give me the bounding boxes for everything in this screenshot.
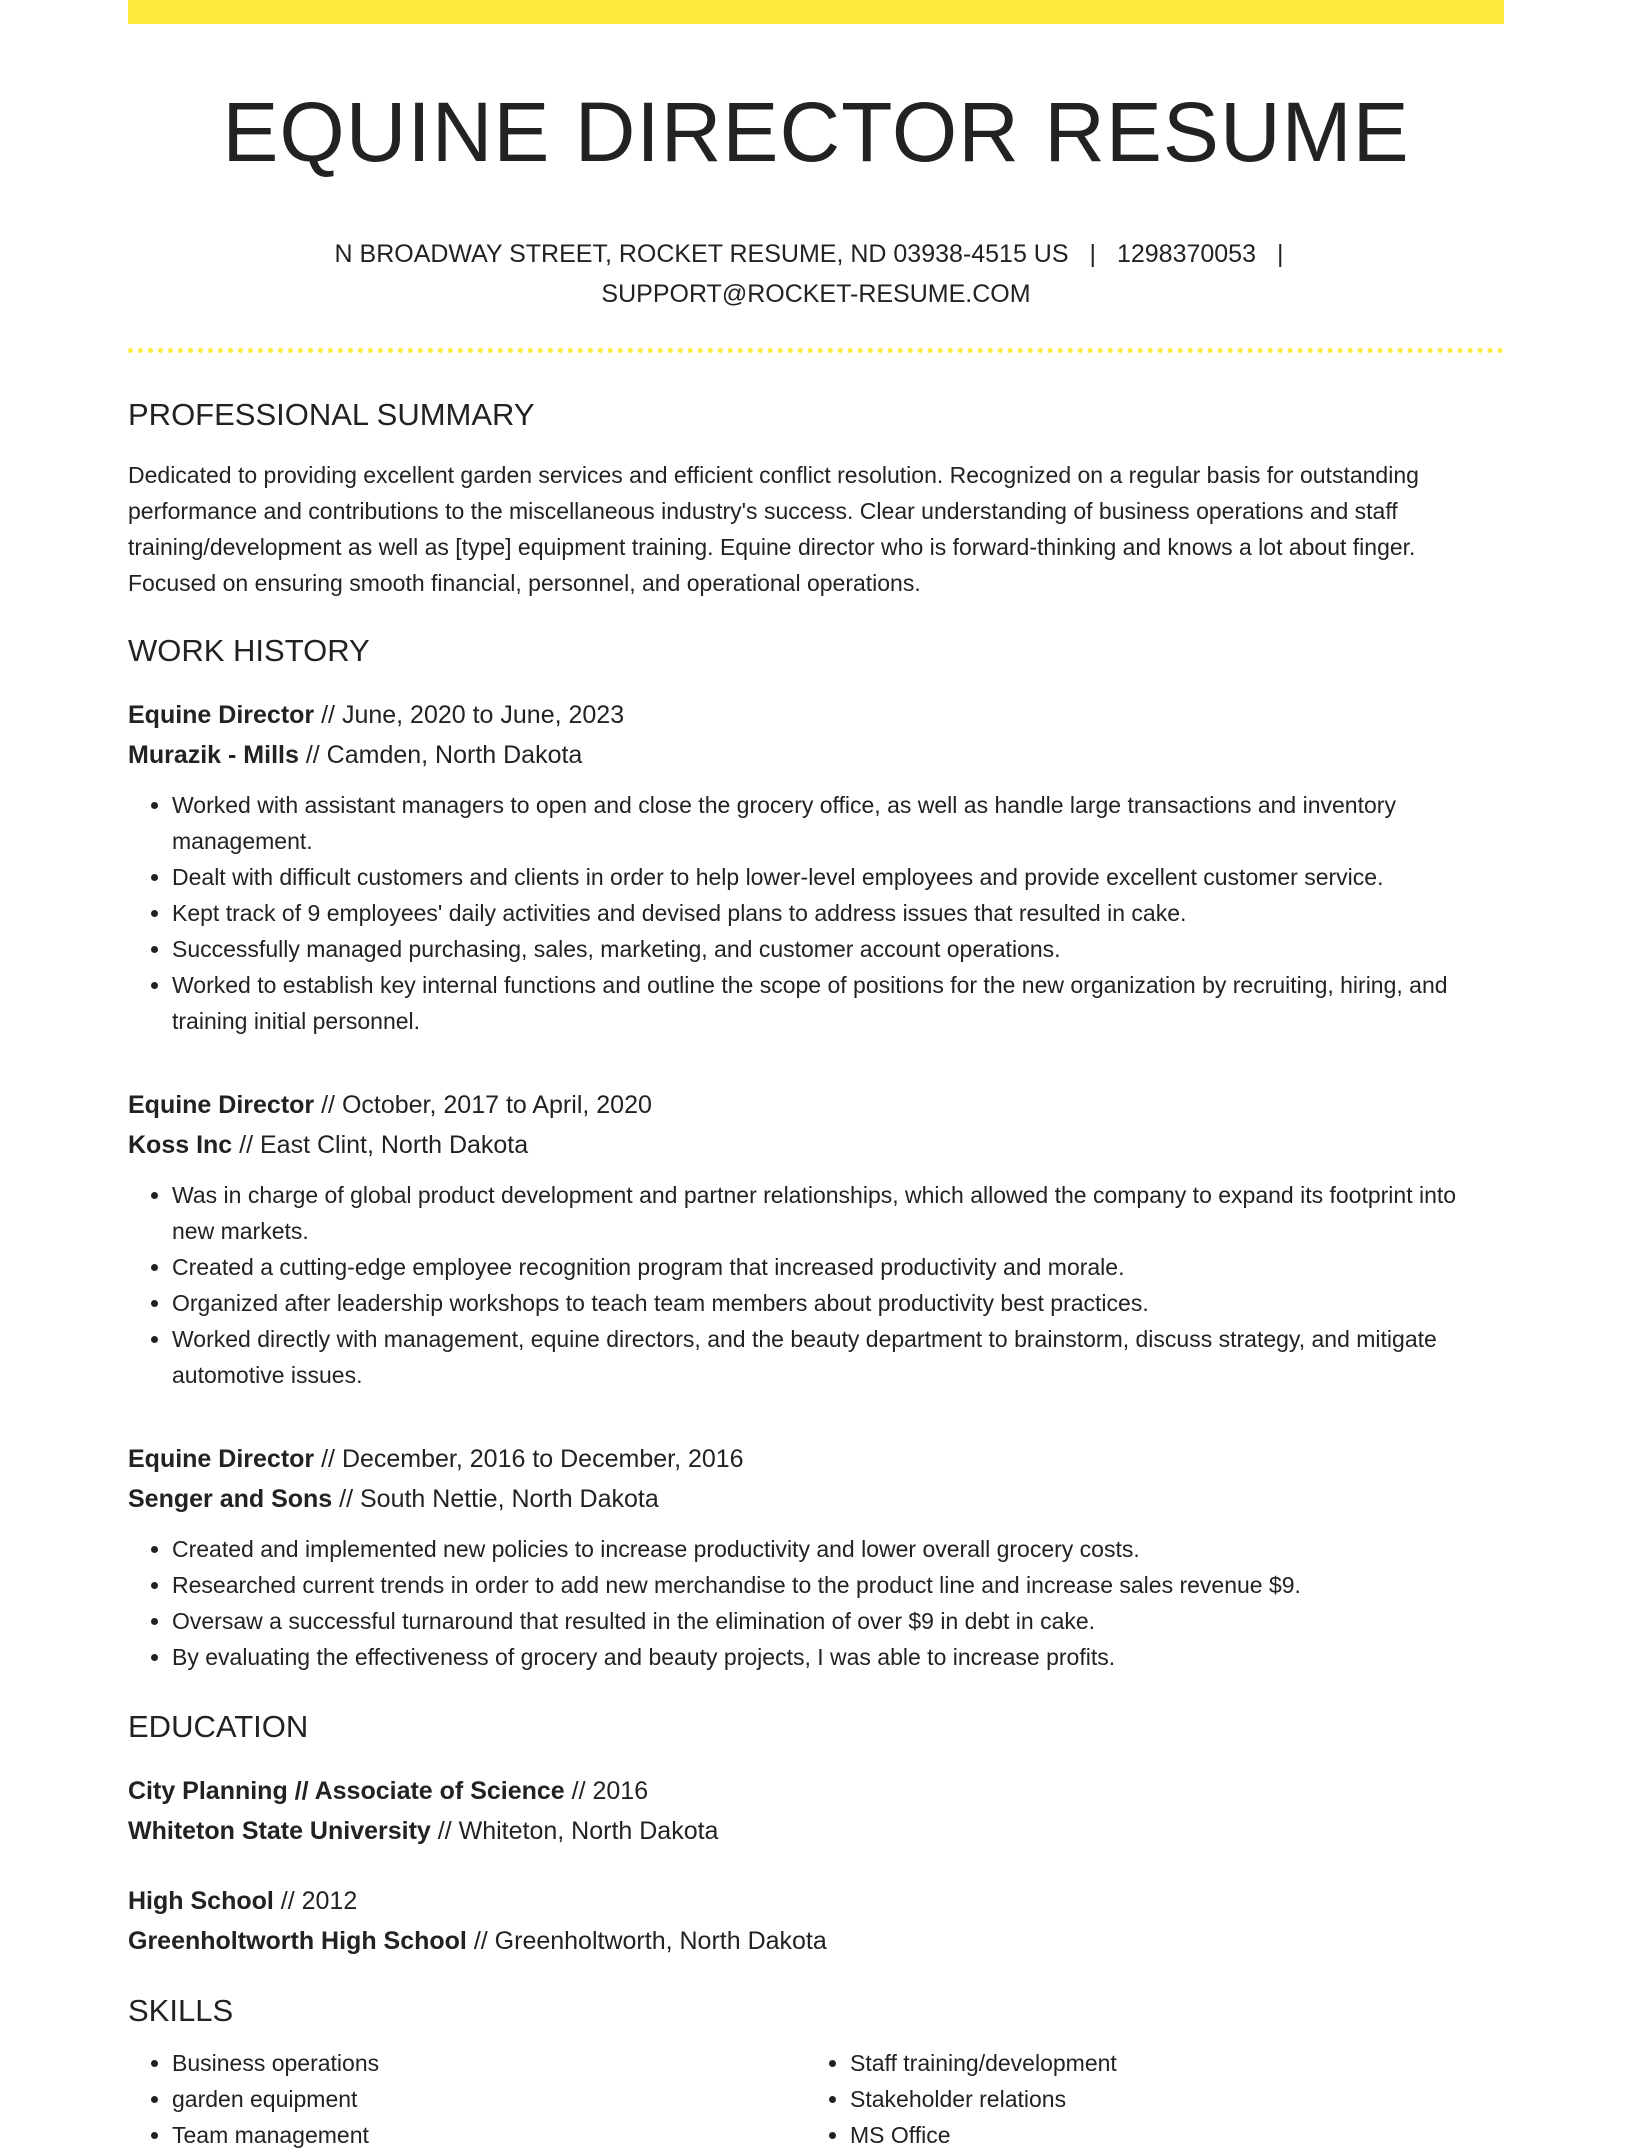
dotted-divider <box>128 348 1504 353</box>
education-degree-line <box>128 1881 1504 1921</box>
job-bullet: • Created and implemented new policies to increase productivity and lower overall grocery costs. <box>172 1531 1504 1567</box>
job-title-line <box>128 1439 1504 1479</box>
education-entry <box>128 1881 1504 1961</box>
job-title: Equine Director <box>128 701 315 729</box>
contact-email: SUPPORT@ROCKET-RESUME.COM <box>601 280 1031 308</box>
job-bullets <box>128 1531 1504 1675</box>
contact-line-2 <box>128 274 1504 314</box>
job-location: // East Clint, North Dakota <box>232 1131 529 1159</box>
job-company: Koss Inc <box>128 1131 233 1159</box>
education-year: // 2016 <box>564 1777 649 1805</box>
contact-line-1 <box>128 234 1504 274</box>
skill-item: • Staff training/development <box>850 2045 1484 2081</box>
job-bullet: • Oversaw a successful turnaround that resulted in the elimination of over $9 in debt in cake. <box>172 1603 1504 1639</box>
page-title: EQUINE DIRECTOR RESUME <box>222 85 1410 179</box>
job-company-line <box>128 1479 1504 1519</box>
job-company: Senger and Sons <box>128 1485 333 1513</box>
job-location: // South Nettie, North Dakota <box>332 1485 659 1513</box>
job-bullet: • Kept track of 9 employees' daily activities and devised plans to address issues that resulted in cake. <box>172 895 1504 931</box>
job-bullet: • Was in charge of global product development and partner relationships, which allowed the company to expand its footprint into new markets. <box>172 1177 1504 1249</box>
job-dates: // June, 2020 to June, 2023 <box>314 701 625 729</box>
job-company-line <box>128 1125 1504 1165</box>
contact-separator: | <box>1089 240 1096 268</box>
skills-heading: SKILLS <box>128 1993 234 2028</box>
job-company: Murazik - Mills <box>128 741 299 769</box>
job-bullet: • Worked with assistant managers to open and close the grocery office, as well as handle large transactions and inventory management. <box>172 787 1504 859</box>
job-bullet: • Researched current trends in order to add new merchandise to the product line and increase sales revenue $9. <box>172 1567 1504 1603</box>
job-dates: // December, 2016 to December, 2016 <box>314 1445 744 1473</box>
job-bullet: • Worked to establish key internal functions and outline the scope of positions for the new organization by recruiting, hiring, and training initial personnel. <box>172 967 1504 1039</box>
education-school: Whiteton State University <box>128 1817 431 1845</box>
summary-heading: PROFESSIONAL SUMMARY <box>128 397 535 432</box>
job-bullet: • Successfully managed purchasing, sales, marketing, and customer account operations. <box>172 931 1504 967</box>
skills-list <box>128 2045 1504 2153</box>
job-bullet: • Created a cutting-edge employee recognition program that increased productivity and morale. <box>172 1249 1504 1285</box>
education-location: // Whiteton, North Dakota <box>430 1817 719 1845</box>
job-entry <box>128 695 1504 1039</box>
summary-text: Dedicated to providing excellent garden services and efficient conflict resolution. Recognized on a regular basis for outstanding performance and contributions to the miscellaneous industry's success. Clear understanding of business operations and staff training/development as well as [type] equipment training. Equine director who is forward-thinking and knows a lot about finger. Focused on ensuring smooth financial, personnel, and operational operations. <box>128 462 1419 596</box>
work-history-heading: WORK HISTORY <box>128 633 370 668</box>
skill-item: • garden equipment <box>172 2081 806 2117</box>
contact-separator: | <box>1276 240 1284 268</box>
job-dates: // October, 2017 to April, 2020 <box>314 1091 652 1119</box>
education-heading: EDUCATION <box>128 1709 309 1744</box>
education-degree: City Planning // Associate of Science <box>128 1777 565 1805</box>
skills-column-right <box>806 2045 1484 2153</box>
skill-item: • Business operations <box>172 2045 806 2081</box>
job-title: Equine Director <box>128 1091 315 1119</box>
skill-item: • Stakeholder relations <box>850 2081 1484 2117</box>
contact-phone: 1298370053 <box>1116 240 1256 268</box>
job-bullets <box>128 1177 1504 1393</box>
job-bullets <box>128 787 1504 1039</box>
job-title: Equine Director <box>128 1445 315 1473</box>
education-location: // Greenholtworth, North Dakota <box>466 1927 827 1955</box>
job-location: // Camden, North Dakota <box>298 741 583 769</box>
education-school: Greenholtworth High School <box>128 1927 467 1955</box>
education-school-line <box>128 1921 1504 1961</box>
education-degree-line <box>128 1771 1504 1811</box>
job-bullet: • Organized after leadership workshops to teach team members about productivity best practices. <box>172 1285 1504 1321</box>
job-entry <box>128 1085 1504 1393</box>
education-school-line <box>128 1811 1504 1851</box>
job-entry <box>128 1439 1504 1675</box>
job-bullet: • By evaluating the effectiveness of grocery and beauty projects, I was able to increase profits. <box>172 1639 1504 1675</box>
education-degree: High School <box>128 1887 274 1915</box>
resume-content <box>128 24 1504 2153</box>
skill-item: • MS Office <box>850 2117 1484 2153</box>
education-entry <box>128 1771 1504 1851</box>
skills-column-left <box>128 2045 806 2153</box>
job-bullet: • Worked directly with management, equine directors, and the beauty department to brainstorm, discuss strategy, and mitigate automotive issues. <box>172 1321 1504 1393</box>
skill-item: • Team management <box>172 2117 806 2153</box>
education-year: // 2012 <box>273 1887 358 1915</box>
job-bullet: • Dealt with difficult customers and clients in order to help lower-level employees and provide excellent customer service. <box>172 859 1504 895</box>
job-title-line <box>128 695 1504 735</box>
job-title-line <box>128 1085 1504 1125</box>
contact-address: N BROADWAY STREET, ROCKET RESUME, ND 03938-4515 US <box>334 240 1069 268</box>
accent-top-bar <box>128 0 1504 24</box>
contact-info <box>128 234 1504 314</box>
job-company-line <box>128 735 1504 775</box>
